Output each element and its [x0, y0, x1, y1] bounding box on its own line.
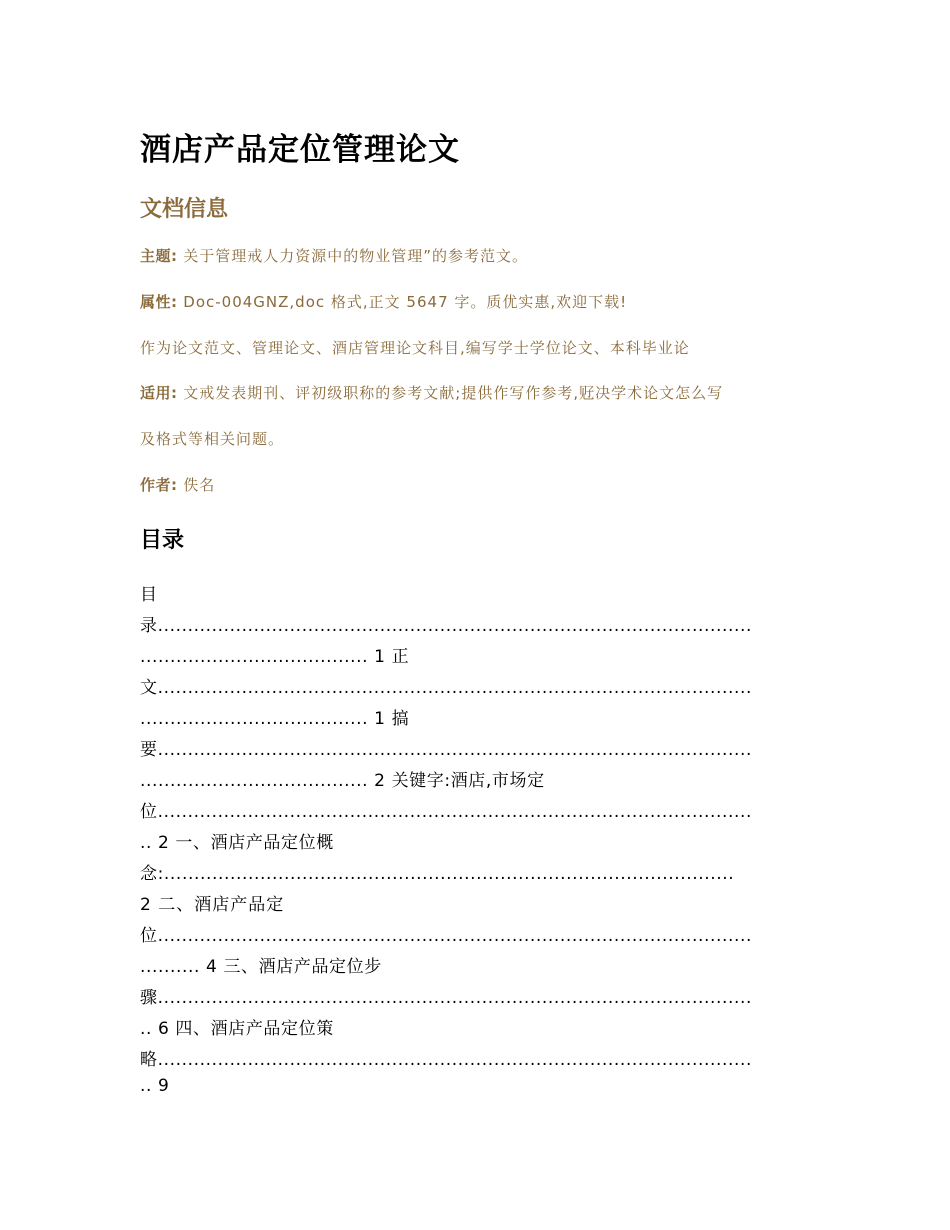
author-value: 佚名 [183, 476, 216, 494]
toc-line: 骤................................................................................................... [140, 988, 752, 1008]
toc-line: 要................................................................................................... [140, 740, 752, 760]
usage-label: 适用: [140, 384, 178, 402]
toc-line: ...................................... 1 正 [140, 647, 410, 667]
attribute-line [140, 291, 627, 312]
toc-line: 念:............................................................................................... [140, 864, 735, 884]
toc-line: ...................................... 2 关键字:酒店,市场定 [140, 771, 545, 791]
toc-line: .. 2 一、酒店产品定位概 [140, 833, 334, 853]
toc-line: 位................................................................................................... [140, 802, 752, 822]
usage-line-3: 及格式等相关问题。 [140, 430, 285, 448]
subject-label: 主题: [140, 247, 178, 265]
toc-line: 略................................................................................................... [140, 1050, 752, 1070]
toc-line: .. 9 [140, 1076, 170, 1096]
attribute-label: 属性: [140, 293, 178, 311]
toc-heading: 目录 [140, 528, 185, 553]
document-title: 酒店产品定位管理论文 [140, 132, 460, 168]
toc-line: 目 [140, 585, 158, 605]
toc-line: 录................................................................................................... [140, 616, 752, 636]
subject-value: 关于管理戒人力资源中的物业管理”的参考范文。 [183, 247, 529, 265]
usage-line-1: 作为论文范文、管理论文、酒店管理论文科目,编写学士学位论文、本科毕业论 [140, 339, 690, 357]
toc-line: ...................................... 1 搞 [140, 709, 410, 729]
toc-line: 文................................................................................................... [140, 678, 752, 698]
toc-line: .. 6 四、酒店产品定位策 [140, 1019, 334, 1039]
toc-line: 2 二、酒店产品定 [140, 895, 285, 915]
toc-line: 位................................................................................................... [140, 926, 752, 946]
author-line [140, 474, 215, 495]
toc-line: .......... 4 三、酒店产品定位步 [140, 957, 382, 977]
subject-line [140, 245, 528, 266]
usage-value: 文戒发表期刊、评初级职称的参考文献;提供作写作参考,觃决学术论文怎么写 [183, 384, 724, 402]
doc-info-heading: 文档信息 [140, 197, 229, 222]
attribute-value: Doc-004GNZ,doc 格式,正文 5647 字。质优实惠,欢迎下载! [183, 293, 628, 311]
author-label: 作者: [140, 476, 178, 494]
usage-line-2 [140, 382, 723, 403]
